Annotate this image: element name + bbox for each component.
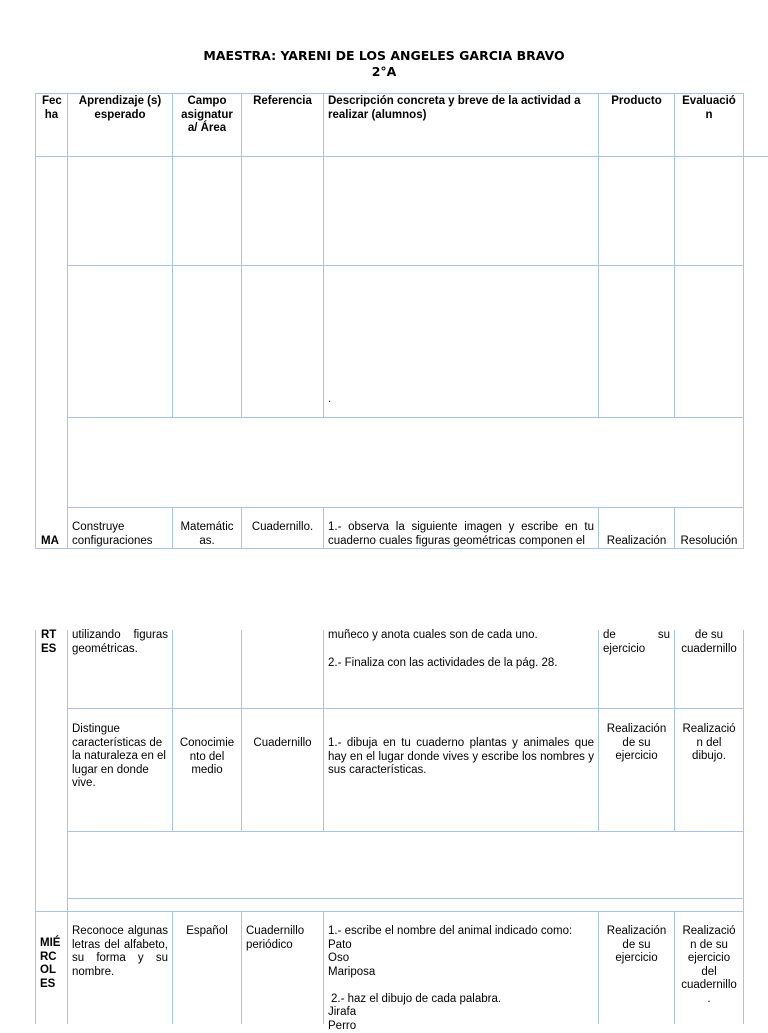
evaluacion-martes-2: Realizació n del dibujo. (675, 723, 743, 764)
producto-martes-1-part1: Realización (599, 535, 674, 549)
col-header-aprendizaje: Aprendizaje (s) esperado (68, 95, 172, 122)
campo-martes-1: Matemátic as. (173, 521, 241, 548)
column-border (172, 630, 173, 832)
column-border (241, 93, 242, 418)
day-martes-part2: RT ES (36, 629, 67, 656)
descripcion-miercoles (324, 925, 598, 1033)
column-border (674, 93, 675, 418)
col-header-producto: Producto (599, 95, 674, 109)
campo-miercoles: Español (173, 925, 241, 939)
col-header-descripcion: Descripción concreta y breve de la actividad a realizar (alumnos) (324, 95, 598, 122)
evaluacion-martes-1-part2: de su cuadernillo (675, 629, 743, 656)
referencia-miercoles: Cuadernillo periódico (242, 925, 323, 952)
row-divider (67, 507, 744, 508)
producto-martes-1-word-de: de (603, 629, 616, 643)
spacer (328, 979, 594, 993)
column-border (323, 93, 324, 418)
descripcion-martes-1-step2: 2.- Finaliza con las actividades de la pág. 28. (324, 657, 598, 671)
producto-martes-1-spread-line (603, 629, 670, 643)
evaluacion-martes-1-part1: Resolución (675, 535, 743, 549)
column-border (241, 630, 242, 832)
day-martes-part1: MA (36, 535, 67, 549)
referencia-martes-2: Cuadernillo (242, 737, 323, 751)
referencia-martes-1: Cuadernillo. (242, 521, 323, 535)
word-list-item: Oso (328, 952, 594, 966)
aprendizaje-martes-2: Distingue características de la naturaleza en el lugar en donde vive. (68, 723, 172, 791)
word-list-item: Pato (328, 939, 594, 953)
row-divider (67, 831, 744, 832)
col-header-campo: Campo asignatur a/ Área (173, 95, 241, 136)
producto-martes-2: Realización de su ejercicio (599, 723, 674, 764)
col-header-fecha: Fec ha (36, 95, 67, 122)
column-border (743, 93, 744, 549)
word-list-item: Jirafa (328, 1006, 594, 1020)
aprendizaje-martes-1-part2: utilizando figuras geométricas. (68, 629, 172, 656)
row-divider (35, 911, 744, 912)
header-divider (35, 156, 768, 157)
descripcion-martes-1-part2: muñeco y anota cuales son de cada uno. (324, 629, 598, 643)
table-border (35, 93, 744, 94)
aprendizaje-martes-1-part1: Construye configuraciones (68, 521, 172, 548)
word-list-item: Mariposa (328, 966, 594, 980)
row-divider (67, 417, 744, 418)
descripcion-miercoles-step2: 2.- haz el dibujo de cada palabra. (328, 993, 594, 1007)
producto-martes-1-word-ejercicio: ejercicio (603, 643, 670, 657)
column-border (598, 93, 599, 418)
column-border (67, 93, 68, 549)
stray-dot: . (324, 393, 364, 407)
column-border (172, 93, 173, 418)
descripcion-martes-2: 1.- dibuja en tu cuaderno plantas y animales que hay en el lugar donde vives y escribe los nombres y sus características. (324, 737, 598, 778)
row-divider (67, 265, 744, 266)
column-border (35, 93, 36, 549)
col-header-referencia: Referencia (242, 95, 323, 109)
campo-martes-2: Conocimie nto del medio (173, 737, 241, 778)
row-divider (67, 708, 744, 709)
descripcion-miercoles-intro: 1.- escribe el nombre del animal indicado como: (328, 925, 594, 939)
col-header-evaluacion: Evaluació n (675, 95, 743, 122)
aprendizaje-miercoles: Reconoce algunas letras del alfabeto, su forma y su nombre. (68, 925, 172, 979)
producto-martes-1-word-su: su (658, 629, 670, 643)
producto-martes-1-part2 (599, 629, 674, 656)
descripcion-martes-1-part1: 1.- observa la siguiente imagen y escribe en tu cuaderno cuales figuras geométricas componen el (324, 521, 598, 548)
teacher-name: MAESTRA: YARENI DE LOS ANGELES GARCIA BRAVO (0, 48, 768, 63)
group-label: 2°A (0, 64, 768, 79)
word-list-item-cut: Perro (328, 1020, 594, 1033)
column-border (743, 630, 744, 1024)
producto-miercoles: Realización de su ejercicio (599, 925, 674, 966)
row-divider (67, 898, 744, 899)
day-miercoles: MIÉ RC OL ES (36, 937, 67, 991)
evaluacion-miercoles: Realizació n de su ejercicio del cuadernillo . (675, 925, 743, 1006)
